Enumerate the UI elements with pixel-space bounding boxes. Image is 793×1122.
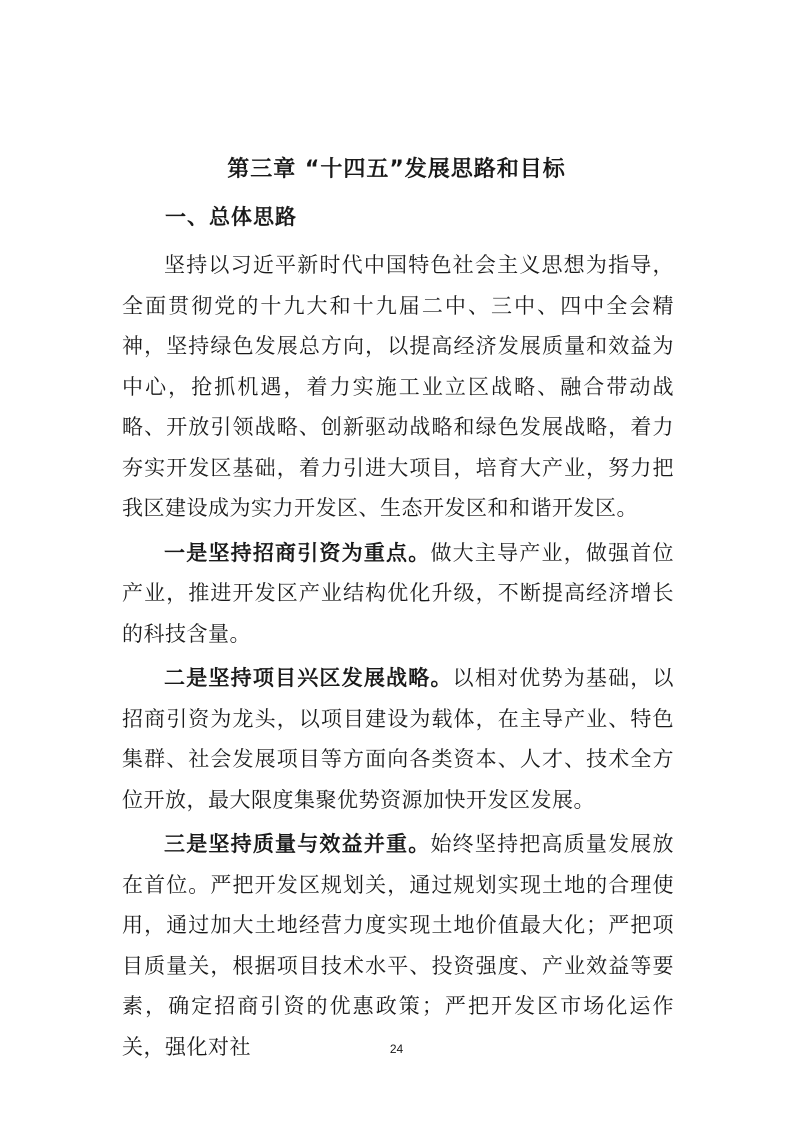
- paragraph-project-strategy: [122, 658, 674, 820]
- chapter-title: 第三章 “十四五”发展思路和目标: [227, 157, 566, 182]
- paragraph-text: 坚持以习近平新时代中国特色社会主义思想为指导，全面贯彻党的十九大和十九届二中、三中、四中全会精神，坚持绿色发展总方向，以提高经济发展质量和效益为中心，抢抓机遇，着力实施工业立区战略、融合带动战略、开放引领战略、创新驱动战略和绿色发展战略，着力夯实开发区基础，着力引进大项目，培育大产业，努力把我区建设成为实力开发区、生态开发区和和谐开发区。: [122, 253, 674, 520]
- paragraph-text: 始终坚持把高质量发展放在首位。严把开发区规划关，通过规划实现土地的合理使用，通过加大土地经营力度实现土地价值最大化；严把项目质量关，根据项目技术水平、投资强度、产业效益等要素，确定招商引资的优惠政策；严把开发区市场化运作关，强化对社: [122, 832, 675, 1059]
- paragraph-overall-approach: [122, 245, 674, 529]
- page-number: 24: [389, 1042, 404, 1056]
- paragraph-lead-bold: 二是坚持项目兴区发展战略。: [164, 666, 453, 690]
- section-heading: 一、总体思路: [165, 205, 297, 229]
- paragraph-text: 做大主导产业，做强首位产业，推进开发区产业结构优化升级，不断提高经济增长的科技含量。: [122, 540, 675, 646]
- paragraph-lead-bold: 三是坚持质量与效益并重。: [164, 832, 431, 856]
- paragraph-lead-bold: 一是坚持招商引资为重点。: [164, 540, 431, 565]
- paragraph-text: 以相对优势为基础，以招商引资为龙头，以项目建设为载体，在主导产业、特色集群、社会发展项目等方面向各类资本、人才、技术全方位开放，最大限度集聚优势资源加快开发区发展。: [122, 666, 675, 812]
- paragraph-investment-focus: [122, 533, 674, 655]
- body-text: [122, 245, 674, 1071]
- paragraph-quality-efficiency: [122, 824, 674, 1067]
